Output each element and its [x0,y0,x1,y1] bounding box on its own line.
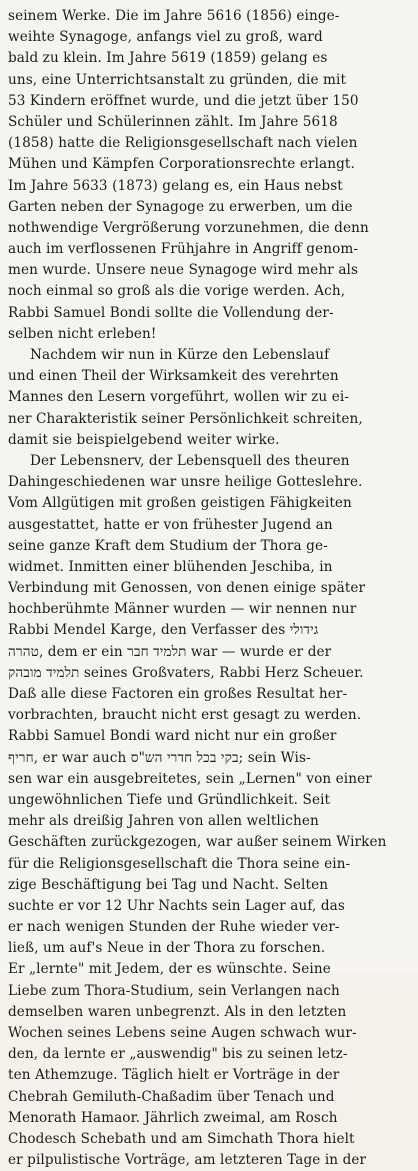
text-line: Chebrah Gemiluth-Chaßadim über Tenach und [8,1088,335,1105]
text-line: Dahingeschiedenen war unsre heilige Gotteslehre. [8,474,363,491]
text-line: ner Charakteristik seiner Persönlichkeit schreiten, [8,410,363,427]
text-line: mehr als dreißig Jahren von allen weltlichen [8,813,319,830]
text-line: men wurde. Unsere neue Synagoge wird mehr als [8,262,359,279]
text-line: noch einmal so groß als die vorige werden. Ach, [8,283,346,300]
text-column [8,6,410,1171]
text-line: für die Religionsgesellschaft die Thora seine ein- [8,855,351,872]
text-line: bald zu klein. Im Jahre 5619 (1859) gelang es [8,50,328,67]
text-line: nothwendige Vergrößerung vorzunehmen, die denn [8,219,369,236]
text-line: Schüler und Schülerinnen zählt. Im Jahre 5618 [8,113,338,130]
text-line: Geschäften zurückgezogen, war außer seinem Wirken [8,834,387,851]
text-line: demselben waren unbegrenzt. Als in den letzten [8,1003,347,1020]
text-line: טהרה, dem er ein תלמיד חבר war — wurde er der [8,643,332,660]
text-line: ungewöhnlichen Tiefe und Gründlichkeit. Seit [8,791,331,808]
text-line: ausgestattet, hatte er von frühester Jugend an [8,516,333,533]
text-line: Er „lernte" mit Jedem, der es wünschte. Seine [8,961,331,978]
text-line: sen war ein ausgebreitetes, sein „Lernen" von einer [8,770,372,787]
text-line: Daß alle diese Factoren ein großes Resultat her- [8,686,348,702]
text-line: er nach wenigen Stunden der Ruhe wieder ver- [8,919,340,936]
text-line: damit sie beispielgebend weiter wirke. [8,431,280,448]
text-line: seine ganze Kraft dem Studium der Thora ge- [8,537,328,554]
text-line: 53 Kindern eröffnet wurde, und die jetzt über 150 [8,92,359,109]
text-line: ten Athemzuge. Täglich hielt er Vorträge in der [8,1067,340,1084]
text-line: auch im verflossenen Frühjahre in Angriff genom- [8,241,359,258]
text-line: Rabbi Samuel Bondi sollte die Vollendung der- [8,304,334,321]
text-line: den, da lernte er „auswendig" bis zu seinen letz- [8,1046,348,1063]
text-line: Garten neben der Synagoge zu erwerben, um die [8,198,353,215]
text-line: Vom Allgütigen mit großen geistigen Fähigkeiten [8,495,352,512]
text-line: selben nicht erleben! [8,325,157,342]
text-line: seinem Werke. Die im Jahre 5616 (1856) einge- [8,8,340,24]
text-line: suchte er vor 12 Uhr Nachts sein Lager auf, das [8,897,345,914]
text-line: uns, eine Unterrichtsanstalt zu gründen, die mit [8,71,347,88]
text-line: zige Beschäftigung bei Tag und Nacht. Selten [8,876,329,893]
text-line: er pilpulistische Vorträge, am letzteren Tage in der [8,1152,367,1169]
text-line: vorbrachten, braucht nicht erst gesagt zu werden. [8,707,362,724]
text-line: Wochen seines Lebens seine Augen schwach wur- [8,1025,357,1041]
text-line: Nachdem wir nun in Kürze den Lebenslauf [30,347,330,363]
text-line: Chodesch Schebath und am Simchath Thora hielt [8,1130,355,1147]
text-line: hochberühmte Männer wurden — wir nennen nur [8,601,357,618]
text-line: Rabbi Samuel Bondi ward nicht nur ein großer [8,728,337,745]
text-line: widmet. Inmitten einer blühenden Jeschiba, in [8,558,333,575]
text-line: תלמיד מובהק seines Großvaters, Rabbi Herz Scheuer. [8,664,364,681]
text-line: Der Lebensnerv, der Lebensquell des theuren [30,452,350,469]
text-line: חריף, er war auch בקי בכל חדרי הש"ס; sein Wis- [8,749,311,766]
text-line: Menorath Hamaor. Jährlich zweimal, am Rosch [8,1109,338,1126]
text-line: Mühen und Kämpfen Corporationsrechte erlangt. [8,156,355,173]
text-line: Mannes den Lesern vorgeführt, wollen wir zu ei- [8,389,349,406]
text-line: Liebe zum Thora-Studium, sein Verlangen nach [8,982,340,999]
text-line: ließ, um auf's Neue in der Thora zu forschen. [8,940,326,957]
text-line: Verbindung mit Genossen, von denen einige später [8,580,366,597]
text-line: weihte Synagoge, anfangs viel zu groß, ward [8,29,323,46]
text-line: Rabbi Mendel Karge, den Verfasser des גידולי [8,622,319,639]
text-line: Im Jahre 5633 (1873) gelang es, ein Haus nebst [8,177,343,194]
text-line: und einen Theil der Wirksamkeit des verehrten [8,368,339,385]
text-line: (1858) hatte die Religionsgesellschaft nach vielen [8,135,358,152]
